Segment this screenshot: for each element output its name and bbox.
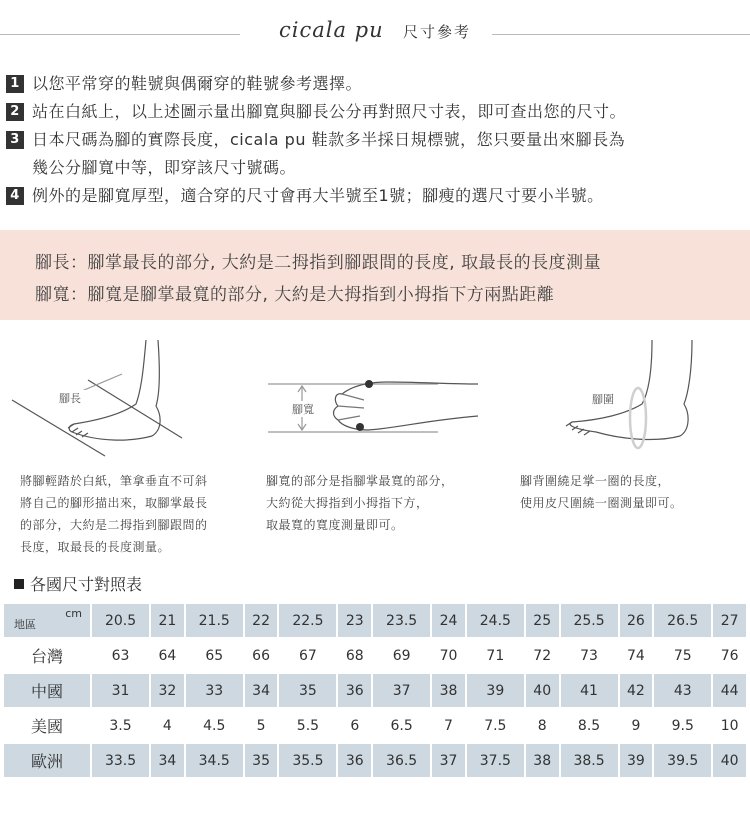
table-cell: 7: [444, 717, 453, 734]
foot-girth-illustration: [560, 338, 710, 458]
header-cell: 27: [713, 604, 746, 637]
definitions-box: [0, 230, 750, 320]
step-3: [6, 126, 746, 182]
width-label: 腳寬: [292, 403, 314, 416]
header-cell: 22: [245, 604, 278, 637]
table-cell: 33: [186, 674, 243, 707]
header-cell: 25.5: [561, 604, 618, 637]
table-cell: 34: [245, 674, 278, 707]
table-cell: 38: [432, 674, 465, 707]
step-2: [6, 98, 746, 126]
description-line: 取最寬的寬度測量即可。: [266, 518, 404, 532]
size-table-title-text: 各國尺寸對照表: [30, 575, 143, 594]
table-cell: 39: [467, 674, 524, 707]
table-cell: 3.5: [109, 717, 132, 734]
table-row-taiwan: [4, 639, 746, 672]
table-cell: 31: [92, 674, 149, 707]
table-cell: 36: [338, 744, 371, 777]
table-cell: 37.5: [467, 744, 524, 777]
table-cell: 70: [439, 647, 458, 664]
row-label: 中國: [4, 674, 90, 707]
description-line: 大約從大拇指到小拇指下方，: [266, 496, 429, 510]
table-cell: 37: [373, 674, 430, 707]
table-cell: 41: [561, 674, 618, 707]
description-line: 使用皮尺圍繞一圈測量即可。: [520, 496, 683, 510]
step-text: 例外的是腳寬厚型，適合穿的尺寸會再大半號至1號；腳瘦的選尺寸要小半號。: [32, 186, 604, 205]
row-label: 美國: [30, 717, 63, 736]
foot-length-illustration: [10, 338, 200, 458]
table-cell: 37: [432, 744, 465, 777]
header-cell: 25: [526, 604, 559, 637]
girth-description: [520, 470, 740, 514]
size-conversion-table: [2, 602, 748, 779]
table-cell: 40: [526, 674, 559, 707]
step-number: 3: [6, 131, 24, 149]
table-cell: 44: [713, 674, 746, 707]
step-number: 4: [6, 187, 24, 205]
table-cell: 33.5: [92, 744, 149, 777]
header-cell: 26: [620, 604, 653, 637]
table-header-row: [4, 604, 746, 637]
table-cell: 36.5: [373, 744, 430, 777]
table-cell: 73: [580, 647, 598, 664]
table-cell: 10: [720, 717, 739, 734]
table-cell: 38.5: [561, 744, 618, 777]
header-cell: 22.5: [279, 604, 336, 637]
table-cell: 72: [533, 647, 552, 664]
table-cell: 39: [620, 744, 653, 777]
table-corner-cell: [4, 604, 90, 637]
table-cell: 34.5: [186, 744, 243, 777]
header-cell: 24: [432, 604, 465, 637]
region-label: 地區: [14, 618, 36, 631]
table-cell: 63: [111, 647, 130, 664]
step-text: 以您平常穿的鞋號與偶爾穿的鞋號參考選擇。: [32, 74, 363, 93]
description-line: 將腳輕踏於白紙，筆拿垂直不可斜: [20, 474, 208, 488]
unit-label: cm: [65, 607, 82, 620]
table-cell: 75: [673, 647, 692, 664]
table-cell: 36: [338, 674, 371, 707]
header-cell: 23.5: [373, 604, 430, 637]
step-text: 站在白紙上，以上述圖示量出腳寬與腳長公分再對照尺寸表，即可查出您的尺寸。: [32, 102, 627, 121]
table-cell: 42: [620, 674, 653, 707]
table-cell: 69: [392, 647, 411, 664]
page-subtitle: 尺寸參考: [403, 23, 472, 41]
width-description: [266, 470, 506, 536]
table-cell: 43: [654, 674, 711, 707]
header-cell: 23: [338, 604, 371, 637]
header-cell: 20.5: [92, 604, 149, 637]
header-cell: 24.5: [467, 604, 524, 637]
page-header: [0, 18, 750, 42]
table-cell: 6.5: [390, 717, 413, 734]
square-bullet-icon: [14, 579, 24, 589]
description-line: 將自己的腳形描出來，取腳掌最長: [20, 496, 208, 510]
header-cell: 21.5: [186, 604, 243, 637]
table-cell: 35: [279, 674, 336, 707]
foot-width-illustration: [268, 372, 488, 442]
table-row-europe: [4, 744, 746, 777]
table-cell: 38: [526, 744, 559, 777]
table-row-china: [4, 674, 746, 707]
step-text: 日本尺碼為腳的實際長度，cicala pu 鞋款多半採日規標號，您只要量出來腳長為 幾公分腳寬中等，即穿該尺寸號碼。: [32, 130, 626, 177]
length-label: 腳長: [59, 392, 81, 405]
description-line: 的部分，大約是二拇指到腳跟間的: [20, 518, 208, 532]
length-description: [20, 470, 260, 558]
table-cell: 76: [720, 647, 739, 664]
instruction-steps: [6, 70, 746, 210]
table-cell: 35: [245, 744, 278, 777]
table-cell: 4: [162, 717, 172, 734]
table-cell: 34: [151, 744, 184, 777]
table-cell: 9.5: [671, 717, 694, 734]
row-label: 台灣: [30, 647, 63, 666]
table-cell: 39.5: [654, 744, 711, 777]
table-cell: 66: [252, 647, 270, 664]
table-cell: 9: [631, 717, 641, 734]
step-1: [6, 70, 746, 98]
table-cell: 32: [151, 674, 184, 707]
table-cell: 68: [345, 647, 364, 664]
table-cell: 40: [713, 744, 746, 777]
header-cell: 26.5: [654, 604, 711, 637]
step-number: 2: [6, 103, 24, 121]
table-cell: 35.5: [279, 744, 336, 777]
description-line: 長度，取最長的長度測量。: [20, 540, 171, 554]
table-cell: 67: [299, 647, 317, 664]
table-cell: 8.5: [577, 717, 601, 734]
table-cell: 5: [256, 717, 266, 734]
table-cell: 7.5: [484, 717, 507, 734]
size-table-title: [14, 572, 142, 595]
description-line: 腳寬的部分是指腳掌最寬的部分，: [266, 474, 454, 488]
description-line: 腳背圍繞足掌一圈的長度，: [520, 474, 671, 488]
step-4: [6, 182, 746, 210]
table-cell: 4.5: [203, 717, 226, 734]
girth-label: 腳圍: [592, 393, 614, 406]
header-cell: 21: [151, 604, 184, 637]
step-number: 1: [6, 75, 24, 93]
table-cell: 74: [626, 647, 645, 664]
table-cell: 71: [486, 647, 505, 664]
foot-length-definition: 腳長：腳掌最長的部分, 大約是二拇指到腳跟間的長度, 取最長的長度測量: [35, 253, 602, 273]
table-row-usa: [4, 709, 746, 742]
row-label: 歐洲: [4, 744, 90, 777]
table-cell: 6: [350, 717, 360, 734]
brand-title: cicala pu: [278, 18, 384, 42]
table-cell: 64: [158, 647, 177, 664]
table-cell: 8: [537, 717, 547, 734]
table-cell: 5.5: [296, 717, 320, 734]
foot-width-definition: 腳寬：腳寬是腳掌最寬的部分, 大約是大拇指到小拇指下方兩點距離: [35, 285, 555, 305]
table-cell: 65: [205, 647, 224, 664]
